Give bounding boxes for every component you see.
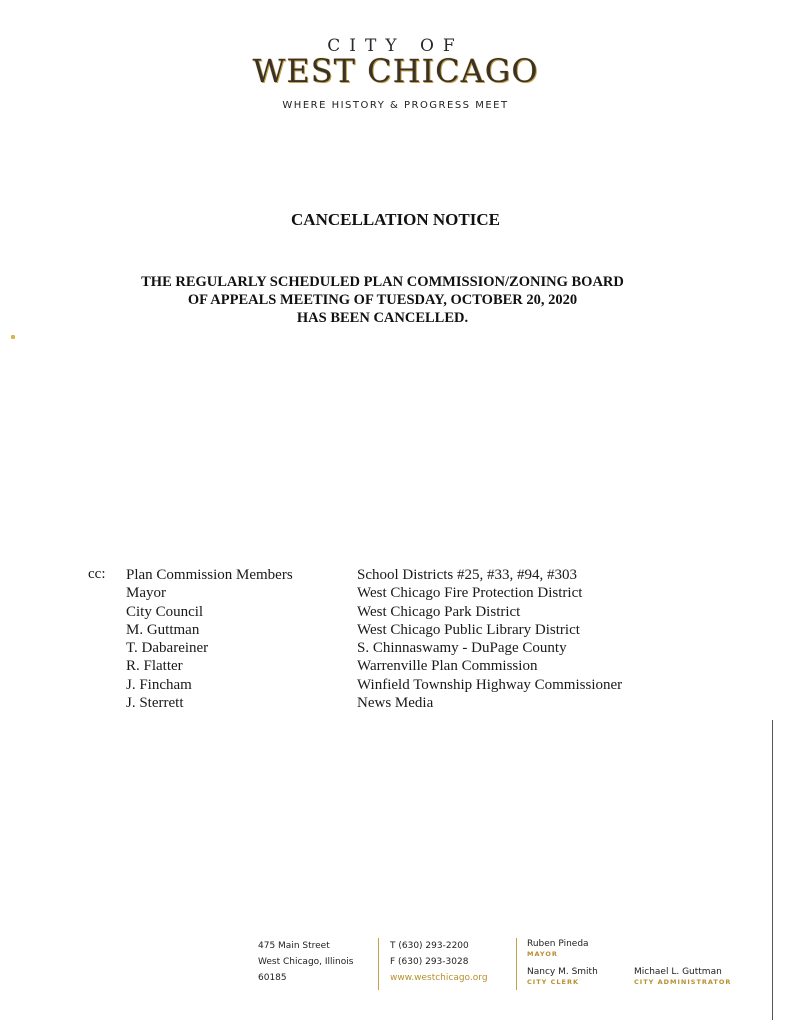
cc-recipient: S. Chinnaswamy - DuPage County bbox=[357, 640, 567, 657]
notice-line-1: THE REGULARLY SCHEDULED PLAN COMMISSION/ZONING BOARD bbox=[141, 274, 624, 290]
footer-address-line: West Chicago, Illinois bbox=[258, 957, 354, 967]
footer-address bbox=[258, 938, 353, 986]
footer-fax: F (630) 293-3028 bbox=[390, 957, 469, 967]
cc-recipient: Warrenville Plan Commission bbox=[357, 658, 538, 675]
cc-recipient: West Chicago Park District bbox=[357, 603, 521, 620]
mayor-name: Ruben Pineda bbox=[527, 939, 589, 949]
cc-recipient: Winfield Township Highway Commissioner bbox=[357, 676, 623, 693]
letterhead-city-of: CITY OF bbox=[327, 36, 464, 56]
notice-title: CANCELLATION NOTICE bbox=[291, 210, 500, 229]
footer-address-line: 475 Main Street bbox=[258, 941, 330, 951]
cc-recipient: T. Dabareiner bbox=[126, 640, 209, 657]
scan-speck bbox=[11, 335, 15, 339]
footer-clerk bbox=[527, 966, 598, 986]
clerk-title: CITY CLERK bbox=[527, 978, 579, 986]
cc-list-right bbox=[357, 566, 622, 712]
footer-address-line: 60185 bbox=[258, 973, 287, 983]
cc-recipient: M. Guttman bbox=[126, 621, 200, 638]
cc-recipient: Plan Commission Members bbox=[126, 567, 293, 583]
footer-divider bbox=[516, 938, 517, 990]
cc-recipient: West Chicago Fire Protection District bbox=[357, 585, 583, 602]
cc-label: cc: bbox=[88, 566, 106, 582]
footer-contact bbox=[390, 938, 488, 986]
notice-line-2: OF APPEALS MEETING OF TUESDAY, OCTOBER 20, 2020 bbox=[187, 292, 578, 308]
footer-divider bbox=[378, 938, 379, 990]
administrator-title: CITY ADMINISTRATOR bbox=[634, 978, 732, 986]
cc-recipient: Mayor bbox=[126, 585, 166, 602]
footer-administrator bbox=[634, 966, 731, 986]
notice-line-3: HAS BEEN CANCELLED. bbox=[296, 310, 469, 326]
cc-recipient: City Council bbox=[126, 603, 204, 620]
cc-recipient: News Media bbox=[357, 695, 434, 712]
cc-recipient: J. Sterrett bbox=[126, 695, 184, 712]
footer-phone: T (630) 293-2200 bbox=[390, 941, 469, 951]
administrator-name: Michael L. Guttman bbox=[634, 967, 722, 977]
footer-website[interactable]: www.westchicago.org bbox=[390, 973, 488, 983]
cc-recipient: J. Fincham bbox=[126, 676, 192, 693]
letterhead-tagline: WHERE HISTORY & PROGRESS MEET bbox=[282, 100, 509, 111]
clerk-name: Nancy M. Smith bbox=[527, 967, 598, 977]
cc-recipient: School Districts #25, #33, #94, #303 bbox=[357, 567, 577, 583]
scan-edge-line bbox=[772, 720, 773, 1020]
cc-list-left bbox=[126, 566, 293, 712]
cc-recipient: West Chicago Public Library District bbox=[357, 621, 580, 638]
cc-recipient: R. Flatter bbox=[126, 658, 183, 675]
footer-mayor bbox=[527, 938, 589, 958]
letterhead-city-name: WEST CHICAGO bbox=[252, 52, 539, 90]
mayor-title: MAYOR bbox=[527, 950, 558, 958]
